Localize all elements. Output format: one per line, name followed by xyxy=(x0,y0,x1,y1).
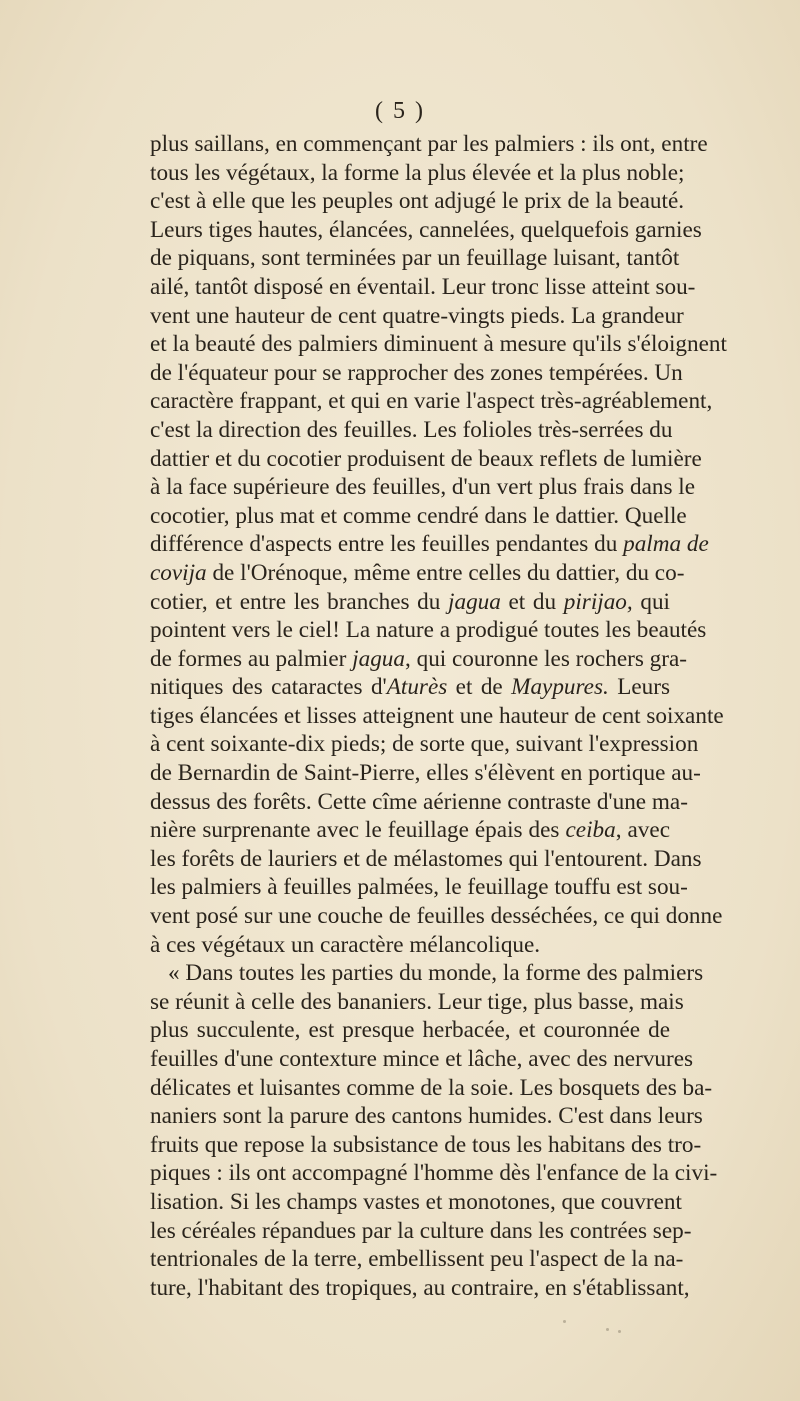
text-segment: et la beauté des palmiers diminuent à mesure qu'ils s'éloignent xyxy=(150,331,727,358)
text-segment: cocotier, plus mat et comme cendré dans le dattier. Quelle xyxy=(150,502,687,529)
text-segment: plus saillans, en commençant par les palmiers : ils ont, entre xyxy=(150,131,708,157)
text-segment: se réunit à celle des bananiers. Leur tige, plus basse, mais xyxy=(150,988,684,1015)
text-segment: qui xyxy=(632,588,670,615)
text-line xyxy=(150,702,724,731)
text-line xyxy=(150,130,708,159)
italic-term: ceiba xyxy=(565,817,616,844)
text-line xyxy=(150,159,685,188)
text-segment: et du xyxy=(500,588,564,615)
text-line xyxy=(150,330,727,359)
text-segment: « Dans toutes les parties du monde, la forme des palmiers xyxy=(168,960,704,987)
text-segment: dessus des forêts. Cette cîme aérienne contraste d'une ma- xyxy=(150,788,688,815)
text-segment: à ces végétaux un caractère mélancolique. xyxy=(150,931,541,958)
text-segment: les forêts de lauriers et de mélastomes qui l'entourent. Dans xyxy=(150,845,702,872)
italic-term: Aturès xyxy=(386,674,448,701)
italic-term: jagua xyxy=(352,645,405,672)
text-line xyxy=(150,788,688,817)
text-segment: dattier et du cocotier produisent de beaux reflets de lumière xyxy=(150,445,702,472)
text-segment: délicates et luisantes comme de la soie. Les bosquets des ba- xyxy=(150,1074,713,1101)
text-segment: piques : ils ont accompagné l'homme dès l'enfance de la civi- xyxy=(150,1160,718,1187)
text-line xyxy=(150,1159,718,1188)
body-text xyxy=(150,130,727,1302)
text-line xyxy=(150,931,670,960)
text-line xyxy=(150,730,699,759)
text-segment: de Bernardin de Saint-Pierre, elles s'élèvent en portique au- xyxy=(150,760,701,787)
text-segment: de l'équateur pour se rapprocher des zones tempérées. Un xyxy=(150,359,683,386)
text-line xyxy=(150,759,701,788)
text-line xyxy=(150,845,702,874)
page-number: ( 5 ) xyxy=(375,98,425,124)
text-segment: cotier, et entre les branches du xyxy=(150,588,449,615)
text-line xyxy=(150,959,704,988)
text-line xyxy=(150,988,684,1017)
text-line xyxy=(150,473,696,502)
text-segment: les palmiers à feuilles palmées, le feuillage touffu est sou- xyxy=(150,874,688,901)
italic-term: covija xyxy=(150,559,207,586)
italic-term: palma de xyxy=(623,531,709,558)
text-line xyxy=(150,530,709,559)
text-line xyxy=(150,359,683,388)
text-line xyxy=(150,1274,690,1303)
text-line xyxy=(150,873,688,902)
text-segment: de piquans, sont terminées par un feuillage luisant, tantôt xyxy=(150,245,680,272)
text-segment: naniers sont la parure des cantons humides. C'est dans leurs xyxy=(150,1103,703,1130)
text-segment: vent une hauteur de cent quatre-vingts pieds. La grandeur xyxy=(150,302,684,329)
text-segment: lisation. Si les champs vastes et monotones, que couvrent xyxy=(150,1188,682,1215)
text-line xyxy=(150,187,685,216)
text-line xyxy=(150,1245,684,1274)
text-line xyxy=(150,502,687,531)
text-segment: plus succulente, est presque herbacée, et couronnée de xyxy=(150,1017,670,1044)
text-segment: , avec xyxy=(615,817,670,844)
text-line xyxy=(150,616,707,645)
text-segment: les céréales répandues par la culture dans les contrées sep- xyxy=(150,1217,692,1244)
text-line xyxy=(150,416,673,445)
text-line xyxy=(150,387,713,416)
text-line xyxy=(150,559,685,588)
text-line xyxy=(150,302,684,331)
text-line xyxy=(150,273,696,302)
text-segment: Leurs xyxy=(608,674,671,701)
text-segment: de l'Orénoque, même entre celles du dattier, du co- xyxy=(206,559,685,586)
italic-term: jagua xyxy=(448,588,501,615)
text-segment: ture, l'habitant des tropiques, au contraire, en s'établissant, xyxy=(150,1274,690,1301)
text-segment: pointent vers le ciel! La nature a prodigué toutes les beautés xyxy=(150,617,707,644)
text-segment: et de xyxy=(447,674,512,701)
paper-speck xyxy=(606,1328,609,1331)
text-segment: vent posé sur une couche de feuilles desséchées, ce qui donne xyxy=(150,903,723,930)
text-line xyxy=(150,1074,713,1103)
text-segment: à cent soixante-dix pieds; de sorte que, suivant l'expression xyxy=(150,731,699,758)
text-line xyxy=(150,1131,702,1160)
text-segment: caractère frappant, et qui en varie l'aspect très-agréablement, xyxy=(150,388,713,415)
text-line xyxy=(150,902,723,931)
text-line xyxy=(150,1016,670,1045)
text-line xyxy=(150,216,702,245)
text-segment: c'est la direction des feuilles. Les folioles très-serrées du xyxy=(150,416,673,443)
text-line xyxy=(150,588,670,617)
text-segment: tentrionales de la terre, embellissent peu l'aspect de la na- xyxy=(150,1246,684,1273)
text-line xyxy=(150,1102,703,1131)
text-segment: nière surprenante avec le feuillage épais des xyxy=(150,817,566,844)
text-segment: Leurs tiges hautes, élancées, cannelées, quelquefois garnies xyxy=(150,216,702,243)
text-segment: à la face supérieure des feuilles, d'un vert plus frais dans le xyxy=(150,474,696,501)
text-line xyxy=(150,816,670,845)
text-line xyxy=(150,673,670,702)
text-line xyxy=(150,645,688,674)
text-segment: de formes au palmier xyxy=(150,645,353,672)
text-segment: différence d'aspects entre les feuilles pendantes du xyxy=(150,531,624,558)
paper-speck xyxy=(563,1320,566,1323)
text-line xyxy=(150,1188,682,1217)
text-segment: ailé, tantôt disposé en éventail. Leur tronc lisse atteint sou- xyxy=(150,273,696,300)
text-segment: , qui couronne les rochers gra- xyxy=(405,645,688,672)
text-line xyxy=(150,1045,694,1074)
text-segment: tous les végétaux, la forme la plus élevée et la plus noble; xyxy=(150,159,685,186)
italic-term: pirijao, xyxy=(563,588,633,615)
text-segment: nitiques des cataractes d' xyxy=(150,674,387,701)
text-segment: tiges élancées et lisses atteignent une hauteur de cent soixante xyxy=(150,702,724,729)
paper-speck xyxy=(618,1330,621,1333)
text-segment: fruits que repose la subsistance de tous les habitans des tro- xyxy=(150,1131,702,1158)
italic-term: Maypures. xyxy=(511,674,609,701)
text-line xyxy=(150,445,702,474)
text-segment: feuilles d'une contexture mince et lâche, avec des nervures xyxy=(150,1046,694,1072)
text-segment: c'est à elle que les peuples ont adjugé le prix de la beauté. xyxy=(150,188,685,215)
text-line xyxy=(150,244,680,273)
text-line xyxy=(150,1217,692,1246)
